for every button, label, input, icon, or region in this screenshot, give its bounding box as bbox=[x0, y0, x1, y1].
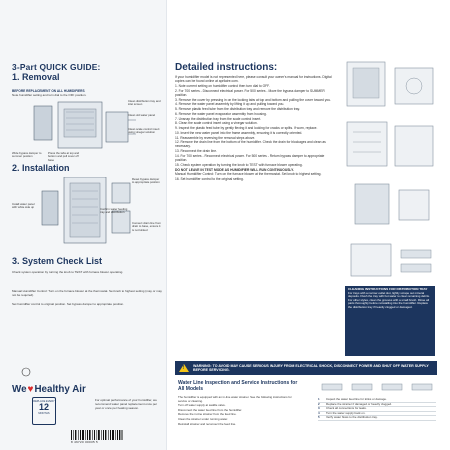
detailed-paragraph: 7. Unsnap the distribution tray from the scale control insert. bbox=[175, 116, 262, 121]
detailed-paragraph: Manual Humidifier Control: Turn on the furnace blower at the thermostat. Set knob to highest setting. bbox=[175, 172, 322, 177]
detailed-paragraph: 13. Reconnect the drain line. bbox=[175, 149, 217, 154]
detailed-paragraph: 11. Reassemble by reversing the removal steps above. bbox=[175, 135, 256, 140]
detailed-paragraph: 4. Remove the water panel assembly by lifting it up and pulling toward you. bbox=[175, 102, 285, 107]
detailed-paragraph: 5. Remove plastic feed tube from the distribution tray and remove the distribution tray. bbox=[175, 107, 300, 112]
waterline-table-cell: Turn the water supply back on. bbox=[326, 410, 366, 415]
waterline-table-cell: Verify water flows to the distribution tray. bbox=[326, 415, 378, 420]
install-caption-3: Confirm water feeding tray and distribution bbox=[100, 207, 128, 215]
humidifier-removal-illustration bbox=[28, 100, 138, 152]
removal-caption-1: Wide bypass damper to summer position bbox=[12, 151, 42, 159]
brand-suffix: Healthy Air bbox=[34, 383, 86, 395]
removal-caption-3: Clean distribution tray and inlet screen bbox=[128, 99, 161, 107]
barcode-graphic bbox=[71, 430, 123, 440]
removal-intro-body: Note humidifier setting and turn dial to the OFF position. bbox=[12, 93, 87, 97]
quick-guide-title: 3-Part QUICK GUIDE: bbox=[12, 62, 101, 72]
install-caption-4: Connect drain line from drain to base, ensure it is not kinked bbox=[132, 221, 161, 232]
waterline-table-cell: Check all connections for leaks. bbox=[326, 406, 367, 411]
waterline-table-row: 2 Replace the strainer if damaged or heavily clogged. bbox=[318, 403, 436, 408]
detailed-paragraph: 9. Inspect the plastic feed tube by gently flexing it and looking for cracks or splits. If worn, replace. bbox=[175, 126, 318, 131]
cleaning-instructions-box bbox=[345, 286, 435, 356]
water-panel-illustration bbox=[345, 180, 437, 230]
waterline-table-cell: Replace the strainer if damaged or heavily clogged. bbox=[326, 401, 392, 406]
waterline-step: Reinstall strainer and reconnect the feed line. bbox=[178, 421, 237, 426]
waterline-intro: The humidifier is equipped with an in-line water strainer. See the following instructions for service or cleaning. bbox=[178, 395, 292, 403]
replace-interval-badge bbox=[32, 397, 56, 425]
detailed-paragraph: 12. Remove the drain line from the bottom of the humidifier. Check the drain for blockages and clean as necessary. bbox=[175, 140, 326, 149]
waterline-table bbox=[318, 398, 436, 421]
removal-caption-5: Clean scale control insert using vinegar solution bbox=[128, 127, 160, 135]
detailed-paragraph: 15. Check system operation by turning the knob to TEST with furnace blower operating. bbox=[175, 162, 303, 167]
waterline-steps bbox=[178, 396, 298, 427]
replace-bottom-text: MONTHS bbox=[38, 412, 50, 415]
waterline-table-row: 3 Check all connections for leaks. bbox=[318, 407, 436, 412]
detailed-paragraph: 10. Insert the new water panel into the frame assembly, ensuring it is correctly oriented. bbox=[175, 130, 303, 135]
warning-triangle-icon: ! bbox=[179, 364, 189, 372]
waterline-table-row: 4 Turn the water supply back on. bbox=[318, 412, 436, 417]
checklist-item-1: Check system operation by turning the knob to TEST with furnace blower operating. bbox=[12, 270, 124, 274]
optimal-performance-note: For optimal performance of your humidifier, we recommend water panel replacement once per year or once per heating season. bbox=[95, 398, 158, 410]
brand-logo bbox=[12, 380, 96, 398]
removal-caption-2: Press the tabs at top and bottom and pull cover off base bbox=[48, 151, 80, 162]
detailed-paragraph: 2. For 700 series - Disconnect electrical power. For 500 series - Move the bypass damper to SUMMER position. bbox=[175, 88, 325, 97]
removal-intro bbox=[12, 89, 117, 97]
detailed-paragraph: 14. For 700 series - Reconnect electrical power. For 500 series - Return bypass damper to appropriate position. bbox=[175, 153, 325, 163]
checklist-item-2: Manual Humidifier Control: Turn on the furnace blower at the thermostat. Set knob to highest setting (may or may not be required). bbox=[12, 289, 162, 297]
cleaning-body: For trays with a narrow outlet slot, lightly scrape out mineral deposits. Flush the tray with hot water to clear remaining debris. For other styles, clean the grooves with a small brush. Rinse all parts thoroughly before reinstalling into the humidifier. Replace the distribution tray if heavily clogged or damaged. bbox=[348, 290, 430, 309]
detailed-paragraph: 8. Clean the scale control insert using a vinegar solution. bbox=[175, 121, 258, 126]
water-fittings-illustration bbox=[318, 380, 436, 394]
removal-caption-4: Clean old water panel bbox=[128, 113, 156, 117]
removal-title: 1. Removal bbox=[12, 72, 60, 82]
replace-months-number: 12 bbox=[38, 402, 49, 412]
replace-top-text: REPLACE EVERY bbox=[33, 400, 55, 403]
waterline-table-row: 5 Verify water flows to the distribution tray. bbox=[318, 416, 436, 421]
warning-text: WARNING: TO AVOID MAY CAUSE SERIOUS INJURY FROM ELECTRICAL SHOCK, DISCONNECT POWER AND SHUT OFF WATER SUPPLY BEFORE SERVICING. bbox=[193, 363, 429, 372]
heart-icon: ♥ bbox=[27, 383, 34, 395]
warning-banner bbox=[175, 361, 437, 375]
brand-prefix: We bbox=[12, 383, 27, 395]
install-caption-1: Install water panel with white side up bbox=[12, 202, 35, 210]
cleaning-heading: CLEANING INSTRUCTIONS FOR DISTRIBUTION TRAY bbox=[348, 287, 428, 291]
detailed-paragraph: 16. Set humidifier control to the original setting. bbox=[175, 177, 244, 182]
waterline-step: Disconnect the water feed line from the humidifier. bbox=[178, 407, 243, 412]
waterline-title: Water Line Inspection and Service Instructions for All Models bbox=[178, 380, 298, 392]
install-caption-2: Reset bypass damper to appropriate position bbox=[132, 177, 160, 185]
waterline-table-row: 1 Inspect the water feed line for kinks or damage. bbox=[318, 398, 436, 403]
checklist-item-3: Set humidifier control to original position. Set bypass damper to appropriate position. bbox=[12, 302, 125, 306]
detailed-paragraph: 6. Remove the water panel evaporator assembly from housing. bbox=[175, 111, 267, 116]
checklist-title: 3. System Check List bbox=[12, 256, 103, 266]
barcode-number: 8 46720 00035 5 bbox=[71, 440, 99, 444]
detailed-paragraph: 3. Remove the cover by pressing in on the locking tabs at top and bottom and pulling the cover toward you. bbox=[175, 97, 331, 102]
waterline-step: Turn off water supply at saddle valve. bbox=[178, 403, 226, 408]
detailed-instructions-title: Detailed instructions: bbox=[175, 62, 278, 73]
waterline-step: Clean the strainer under running water. bbox=[178, 416, 228, 421]
humidifier-side-illustration bbox=[345, 120, 437, 170]
waterline-step: Remove the in-line strainer from the feed line. bbox=[178, 412, 237, 417]
removal-intro-heading: BEFORE REPLACEMENT ON ALL HUMIDIFIERS bbox=[12, 89, 85, 93]
column-divider bbox=[166, 0, 167, 450]
detailed-paragraph: 1. Note current setting on humidifier control then turn dial to OFF. bbox=[175, 83, 270, 88]
waterline-table-cell: Inspect the water feed line for kinks or damage. bbox=[326, 397, 387, 401]
humidifier-front-illustration bbox=[345, 60, 437, 110]
detailed-instructions-list bbox=[175, 75, 333, 182]
detailed-paragraph: If your humidifier model is not represented here, please consult your owner's manual for instructions. Digital copies can be found online at aprilaire.com. bbox=[175, 75, 332, 84]
distribution-tray-illustration bbox=[345, 238, 437, 282]
installation-title: 2. Installation bbox=[12, 163, 70, 173]
certification-badge-icon bbox=[20, 367, 32, 377]
detailed-paragraph: DO NOT LEAVE IN TEST MODE AS HUMIDIFIER WILL RUN CONTINUOUSLY. bbox=[175, 167, 294, 172]
